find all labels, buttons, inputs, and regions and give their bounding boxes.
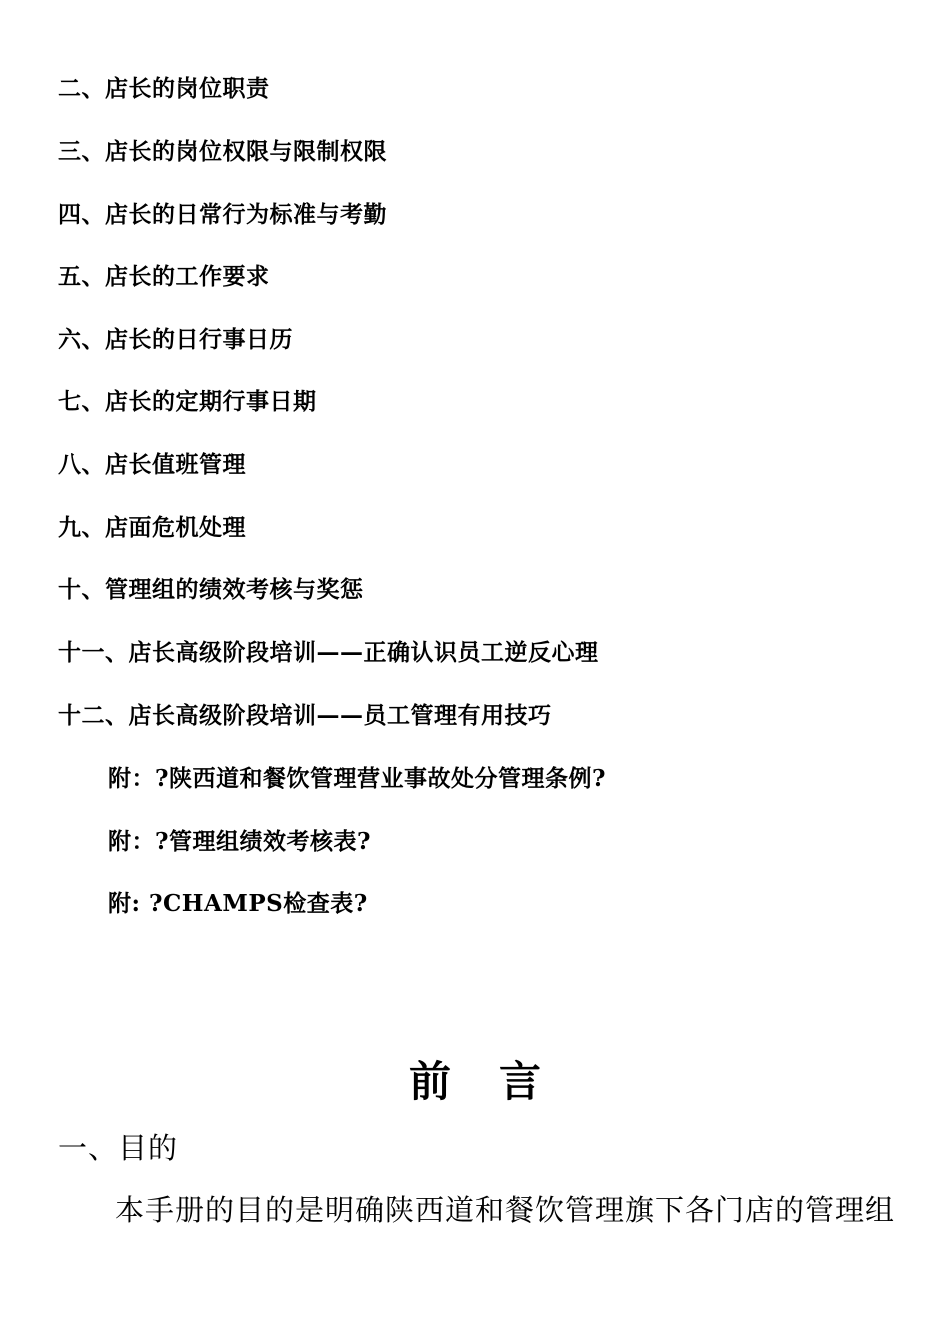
- toc-item: 九、店面危机处理: [58, 514, 246, 541]
- toc-item: 十、管理组的绩效考核与奖惩: [58, 576, 364, 603]
- toc-item: 十一、店长高级阶段培训——正确认识员工逆反心理: [58, 639, 599, 666]
- toc-appendix-item: 附：?管理组绩效考核表?: [108, 828, 371, 855]
- preface-title: 前言: [408, 1057, 589, 1106]
- toc-item: 三、店长的岗位权限与限制权限: [58, 138, 387, 165]
- toc-item: 八、店长值班管理: [58, 451, 246, 478]
- toc-item: 七、店长的定期行事日期: [58, 388, 317, 415]
- toc-item: 四、店长的日常行为标准与考勤: [58, 201, 387, 228]
- toc-item: 二、店长的岗位职责: [58, 75, 270, 102]
- toc-appendix-item: 附：?陕西道和餐饮管理营业事故处分管理条例?: [108, 765, 606, 792]
- toc-item: 五、店长的工作要求: [58, 263, 270, 290]
- toc-item: 十二、店长高级阶段培训——员工管理有用技巧: [58, 702, 552, 729]
- toc-appendix-item: 附: ?CHAMPS检查表?: [108, 890, 368, 917]
- section-heading: 一、目的: [58, 1131, 179, 1165]
- toc-item: 六、店长的日行事日历: [58, 326, 293, 353]
- body-paragraph: 本手册的目的是明确陕西道和餐饮管理旗下各门店的管理组: [115, 1193, 896, 1227]
